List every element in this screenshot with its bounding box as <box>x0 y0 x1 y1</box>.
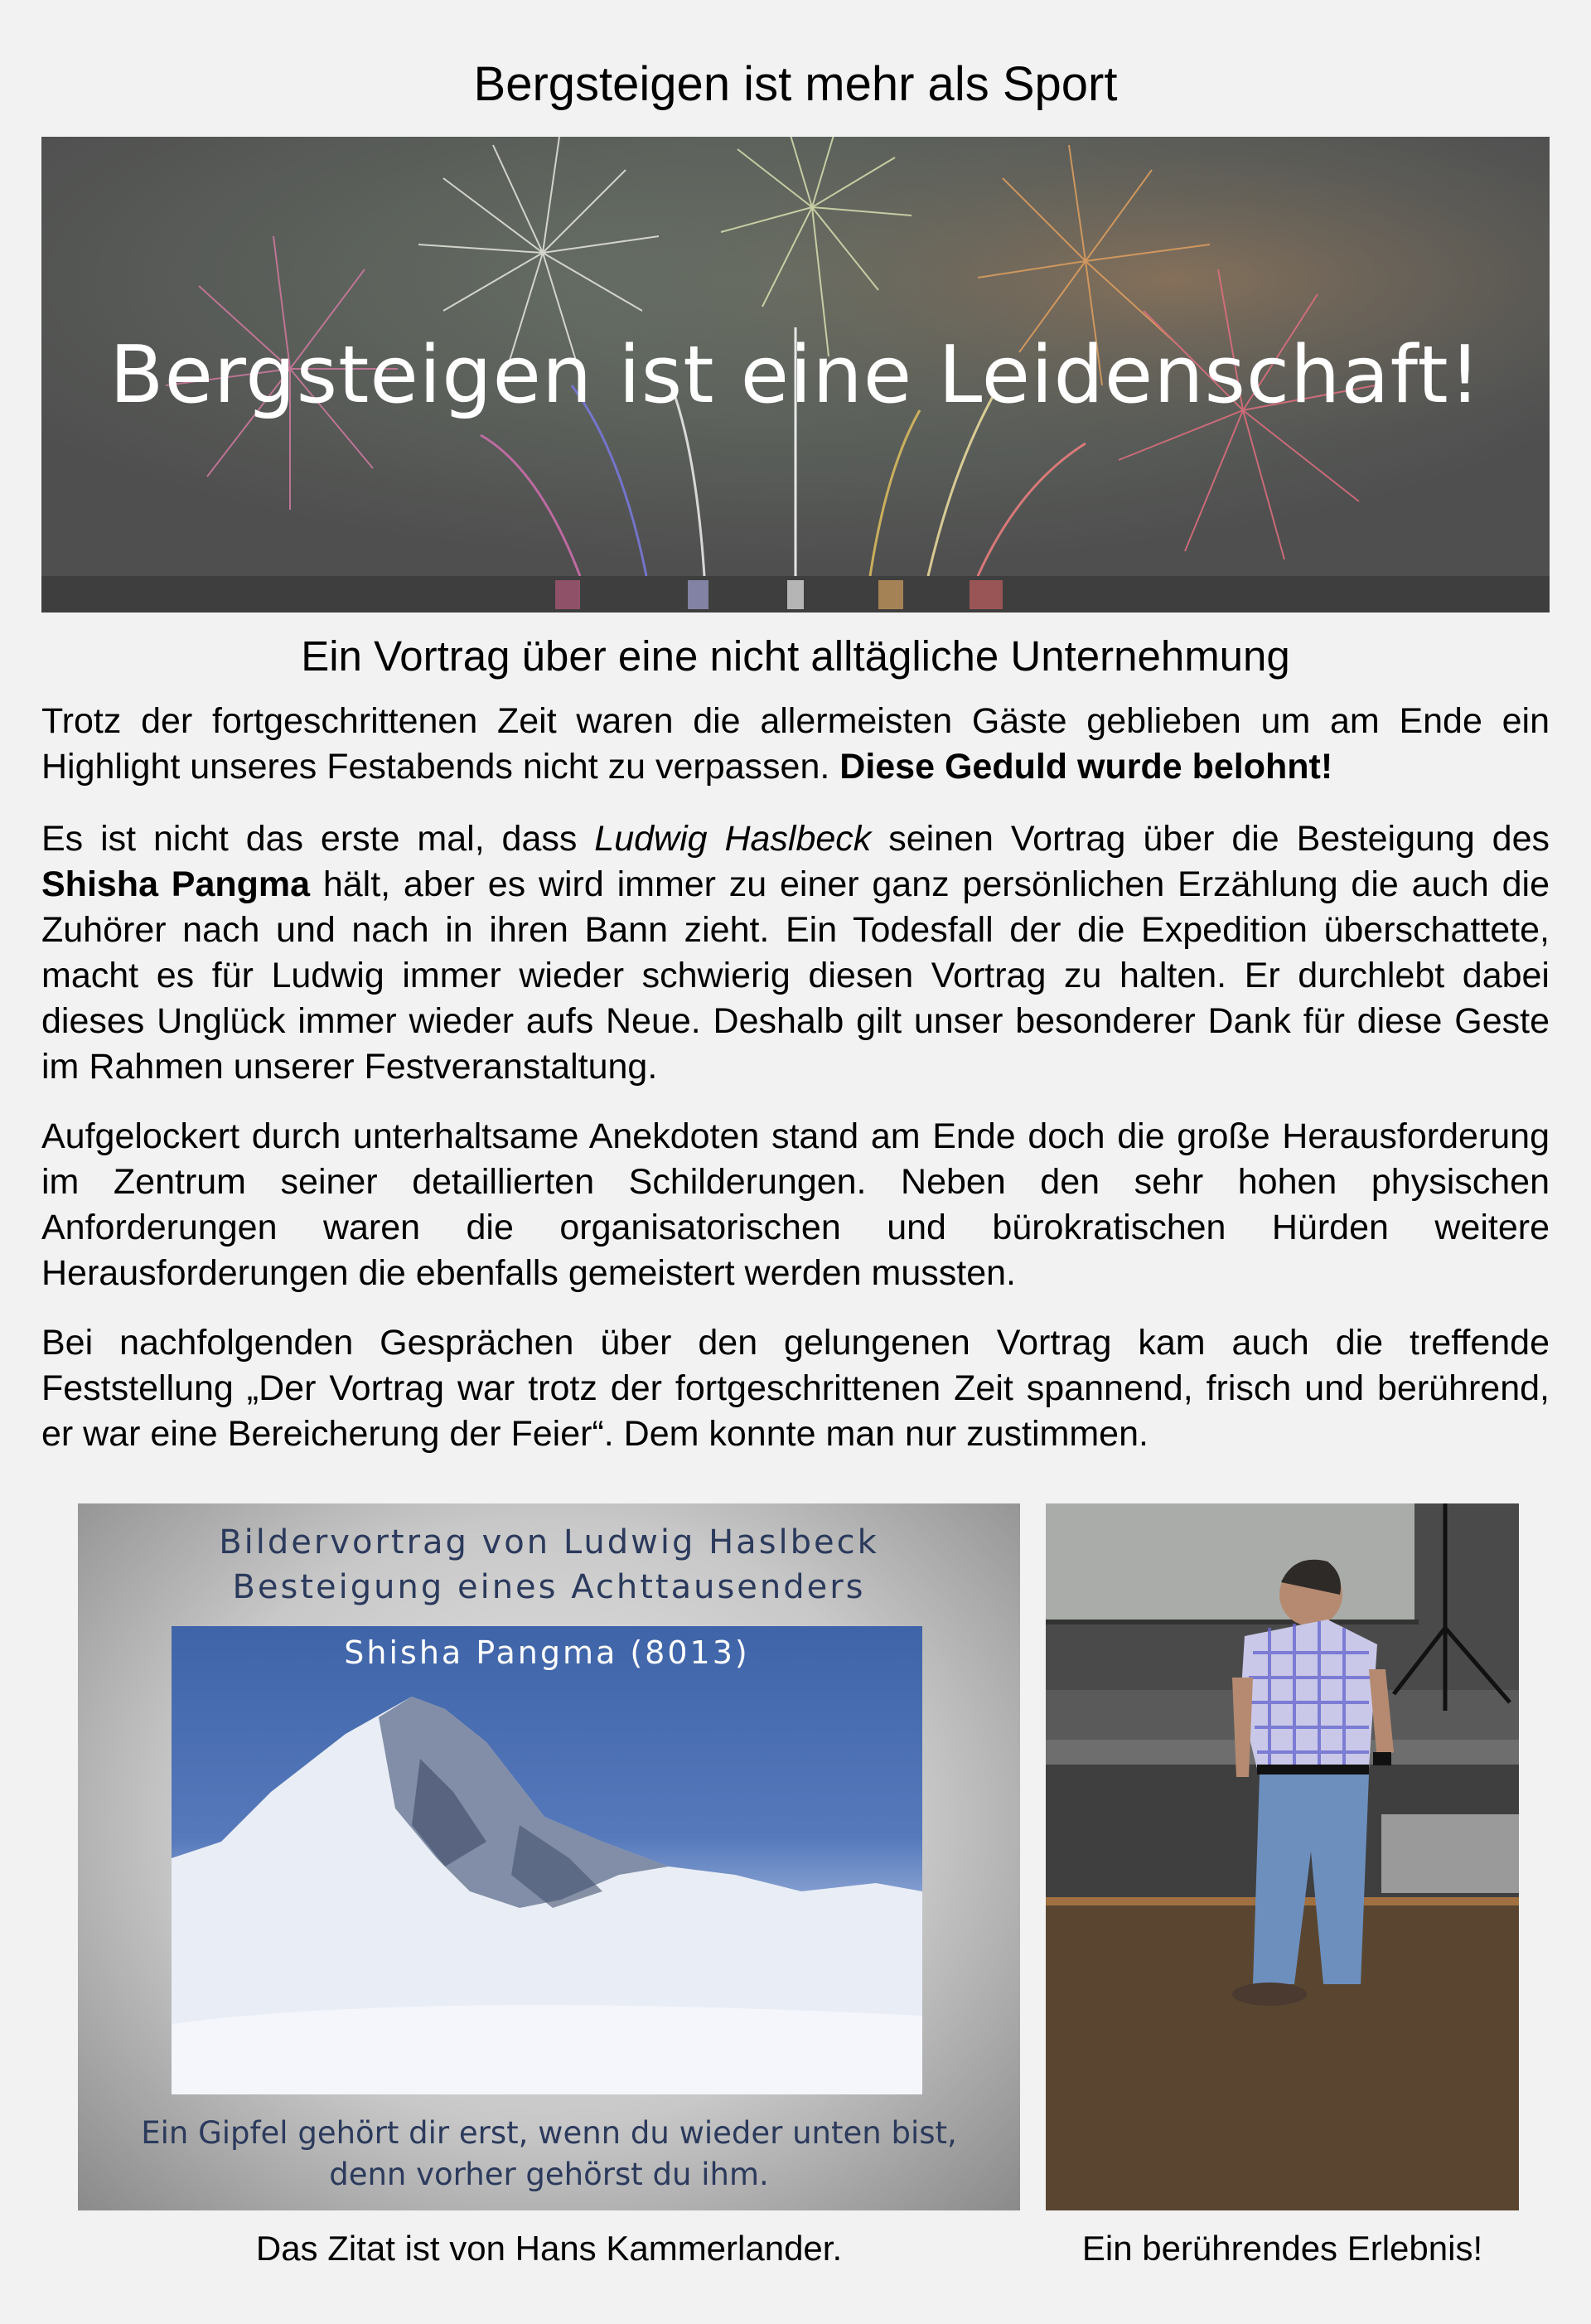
slide-header <box>78 1520 1020 1610</box>
slide-quote <box>78 2113 1020 2196</box>
paragraph-text: seinen Vortrag über die Besteigung des <box>871 819 1550 859</box>
slide-line-1: Bildervortrag von Ludwig Haslbeck <box>219 1523 879 1561</box>
paragraph-3 <box>41 1114 1550 1296</box>
paragraph-4 <box>41 1320 1550 1457</box>
page-title: Bergsteigen ist mehr als Sport <box>473 57 1118 111</box>
quote-line-2: denn vorher gehörst du ihm. <box>329 2157 769 2192</box>
photo-caption: Ein berührendes Erlebnis! <box>1081 2229 1483 2268</box>
slide-line-2: Besteigung eines Achttausenders <box>232 1568 866 1606</box>
emphasis-text: Diese Geduld wurde belohnt! <box>839 747 1333 787</box>
mountain-photo-title: Shisha Pangma (8013) <box>344 1634 750 1671</box>
banner-overlay-text: Bergsteigen ist eine Leidenschaft! <box>109 330 1482 421</box>
mountain-name: Shisha Pangma <box>41 864 311 904</box>
speaker-illustration <box>1046 1503 1519 2210</box>
paragraph-text: Aufgelockert durch unterhaltsame Anekdoten stand am Ende doch die große Herausforderung im Zentrum seiner detaillierten Schilderungen. Neben den sehr hohen physischen Anforderungen waren die organisatorischen und bürokratischen Hürden weitere Herausforderungen die ebenfalls gemeistert werden mussten. <box>41 1116 1550 1293</box>
speaker-name: Ludwig Haslbeck <box>594 819 872 859</box>
quote-line-1: Ein Gipfel gehört dir erst, wenn du wieder unten bist, <box>141 2115 957 2151</box>
mountain-illustration <box>172 1626 922 2094</box>
paragraph-2 <box>41 816 1550 1090</box>
paragraph-text: Bei nachfolgenden Gesprächen über den gelungenen Vortrag kam auch die treffende Feststellung „Der Vortrag war trotz der fortgeschrittenen Zeit spannend, frisch und berührend, er war eine Bereicherung der Feier“. Dem konnte man nur zustimmen. <box>41 1323 1550 1454</box>
speaker-photo <box>1046 1503 1519 2210</box>
article-subtitle: Ein Vortrag über eine nicht alltägliche Unternehmung <box>301 632 1290 680</box>
slide-caption: Das Zitat ist von Hans Kammerlander. <box>255 2229 843 2268</box>
paragraph-text: Es ist nicht das erste mal, dass <box>41 819 595 859</box>
mountain-photo <box>172 1626 922 2094</box>
paragraph-1 <box>41 699 1550 790</box>
paragraph-text: hält, aber es wird immer zu einer ganz persönlichen Erzählung die auch die Zuhörer nach und nach in ihren Bann zieht. Ein Todesfall der die Expedition überschattete, macht es für Ludwig immer wieder schwierig diesen Vortrag zu halten. Er durchlebt dabei dieses Unglück immer wieder aufs Neue. Deshalb gilt unser besonderer Dank für diese Geste im Rahmen unserer Festveranstaltung. <box>41 864 1550 1087</box>
banner-image <box>41 137 1550 612</box>
paragraph-text: Trotz der fortgeschrittenen Zeit waren die allermeisten Gäste geblieben um am Ende ein Highlight unseres Festabends nicht zu verpassen. <box>41 701 1550 787</box>
presentation-slide-image <box>78 1503 1020 2210</box>
